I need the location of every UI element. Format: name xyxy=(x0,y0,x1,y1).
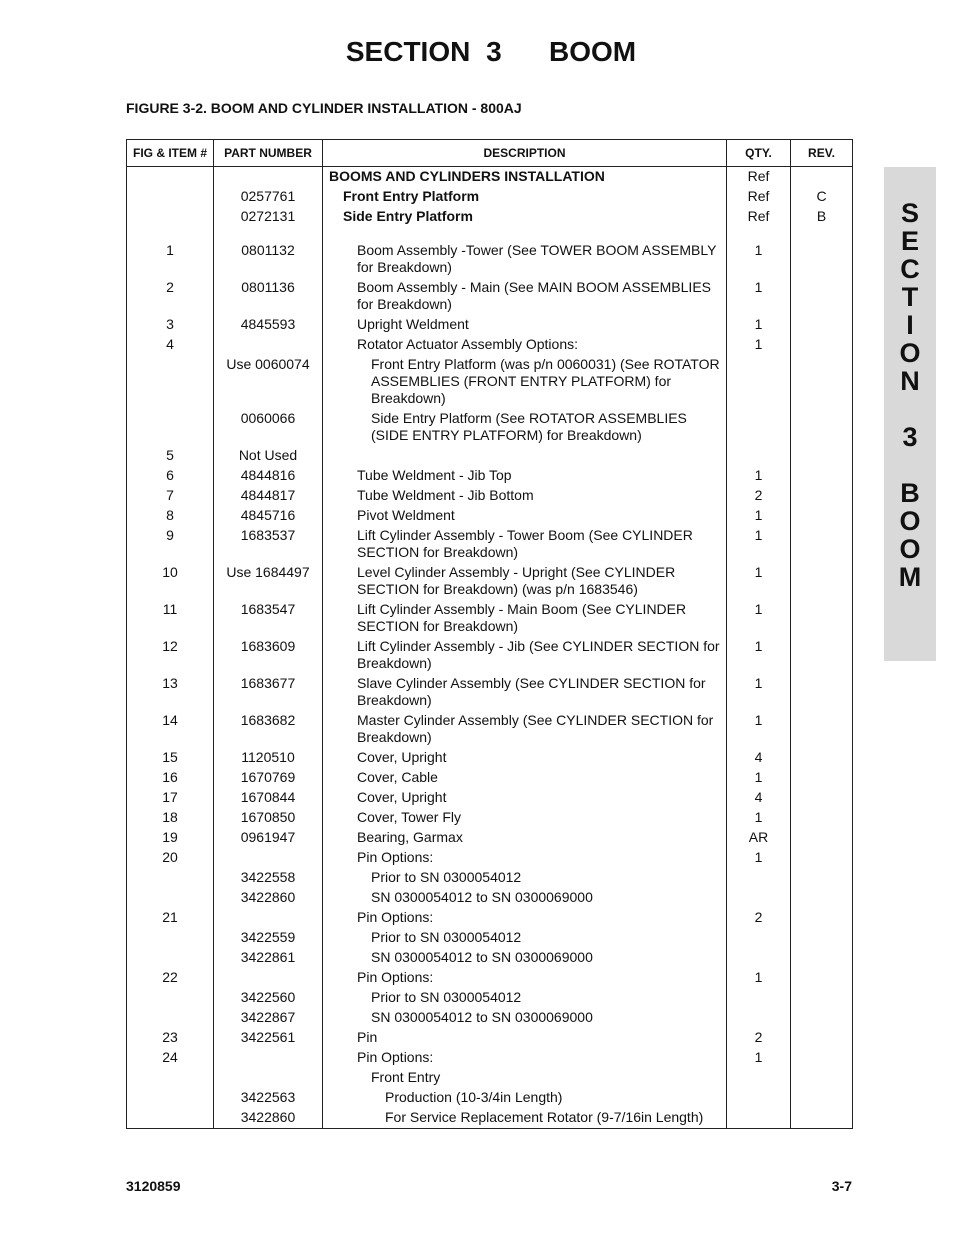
fig-item-cell xyxy=(127,928,214,948)
fig-item-cell xyxy=(127,888,214,908)
description-cell xyxy=(323,968,727,988)
side-tab-letter: S xyxy=(900,198,919,228)
rev-cell xyxy=(791,988,853,1008)
description-text: Cover, Tower Fly xyxy=(357,809,461,825)
rev-cell xyxy=(791,241,853,278)
fig-item-cell xyxy=(127,187,214,207)
table-row xyxy=(127,828,853,848)
fig-item-cell xyxy=(127,1108,214,1129)
qty-cell: 2 xyxy=(727,908,791,928)
figure-title: FIGURE 3-2. BOOM AND CYLINDER INSTALLATION - 800AJ xyxy=(126,100,522,116)
rev-cell xyxy=(791,637,853,674)
description-text: Front Entry xyxy=(371,1069,441,1085)
part-number-cell: Not Used xyxy=(214,446,323,466)
description-text: Pin Options: xyxy=(357,1049,434,1065)
description-cell xyxy=(323,446,727,466)
table-row xyxy=(127,355,853,409)
table-row xyxy=(127,241,853,278)
description-text: Tube Weldment - Jib Top xyxy=(357,467,512,483)
col-header-rev: REV. xyxy=(791,140,853,167)
qty-cell xyxy=(727,928,791,948)
rev-cell xyxy=(791,355,853,409)
qty-cell: Ref xyxy=(727,187,791,207)
part-number-cell: Use 1684497 xyxy=(214,563,323,600)
table-row xyxy=(127,788,853,808)
description-text: Pin Options: xyxy=(357,909,434,925)
table-row xyxy=(127,1008,853,1028)
fig-item-cell xyxy=(127,1008,214,1028)
description-text: Cover, Cable xyxy=(357,769,438,785)
fig-item-cell: 5 xyxy=(127,446,214,466)
col-header-fig-item: FIG & ITEM # xyxy=(127,140,214,167)
qty-cell: Ref xyxy=(727,207,791,227)
description-text: Cover, Upright xyxy=(357,749,447,765)
description-text: Prior to SN 0300054012 xyxy=(371,869,522,885)
description-text: Front Entry Platform xyxy=(343,188,480,204)
rev-cell xyxy=(791,466,853,486)
description-cell xyxy=(323,988,727,1008)
fig-item-cell: 24 xyxy=(127,1048,214,1068)
qty-cell xyxy=(727,1088,791,1108)
description-cell xyxy=(323,1048,727,1068)
fig-item-cell: 16 xyxy=(127,768,214,788)
fig-item-cell: 8 xyxy=(127,506,214,526)
qty-cell: 1 xyxy=(727,768,791,788)
description-cell xyxy=(323,828,727,848)
description-text: Pin xyxy=(357,1029,378,1045)
description-cell xyxy=(323,278,727,315)
rev-cell xyxy=(791,409,853,446)
qty-cell xyxy=(727,446,791,466)
qty-cell xyxy=(727,355,791,409)
doc-number: 3120859 xyxy=(126,1178,181,1194)
table-row xyxy=(127,768,853,788)
part-number-cell: 4844817 xyxy=(214,486,323,506)
rev-cell xyxy=(791,928,853,948)
description-text: Pivot Weldment xyxy=(357,507,455,523)
table-row xyxy=(127,1108,853,1129)
fig-item-cell xyxy=(127,207,214,227)
table-row xyxy=(127,748,853,768)
description-text: BOOMS AND CYLINDERS INSTALLATION xyxy=(329,168,605,184)
part-number-cell: 1683547 xyxy=(214,600,323,637)
table-row xyxy=(127,1028,853,1048)
part-number-cell: 4844816 xyxy=(214,466,323,486)
table-row xyxy=(127,948,853,968)
spacer-cell xyxy=(127,227,214,241)
part-number-cell xyxy=(214,908,323,928)
side-tab-letter: E xyxy=(900,226,919,256)
description-text: Master Cylinder Assembly (See CYLINDER SECTION for Breakdown) xyxy=(357,712,714,745)
part-number-cell: 1683682 xyxy=(214,711,323,748)
qty-cell: Ref xyxy=(727,167,791,188)
qty-cell: 1 xyxy=(727,711,791,748)
fig-item-cell: 4 xyxy=(127,335,214,355)
rev-cell xyxy=(791,788,853,808)
description-cell xyxy=(323,167,727,188)
part-number-cell xyxy=(214,335,323,355)
rev-cell xyxy=(791,167,853,188)
description-cell xyxy=(323,563,727,600)
description-cell xyxy=(323,868,727,888)
fig-item-cell: 22 xyxy=(127,968,214,988)
part-number-cell: 1670844 xyxy=(214,788,323,808)
table-header-row xyxy=(127,140,853,167)
part-number-cell: 4845593 xyxy=(214,315,323,335)
table-row xyxy=(127,1088,853,1108)
part-number-cell xyxy=(214,968,323,988)
description-text: Slave Cylinder Assembly (See CYLINDER SECTION for Breakdown) xyxy=(357,675,706,708)
description-cell xyxy=(323,600,727,637)
description-cell xyxy=(323,788,727,808)
rev-cell xyxy=(791,674,853,711)
col-header-qty: QTY. xyxy=(727,140,791,167)
rev-cell: B xyxy=(791,207,853,227)
table-row xyxy=(127,466,853,486)
table-row xyxy=(127,928,853,948)
table-row xyxy=(127,335,853,355)
spacer-cell xyxy=(727,227,791,241)
qty-cell xyxy=(727,888,791,908)
fig-item-cell: 3 xyxy=(127,315,214,335)
side-tab-letter: I xyxy=(906,310,914,340)
description-cell xyxy=(323,1028,727,1048)
rev-cell xyxy=(791,808,853,828)
description-text: Cover, Upright xyxy=(357,789,447,805)
part-number-cell: 1120510 xyxy=(214,748,323,768)
rev-cell xyxy=(791,1008,853,1028)
fig-item-cell: 14 xyxy=(127,711,214,748)
spacer-cell xyxy=(323,227,727,241)
description-text: Production (10-3/4in Length) xyxy=(385,1089,563,1105)
fig-item-cell: 1 xyxy=(127,241,214,278)
table-row xyxy=(127,409,853,446)
description-text: Boom Assembly - Main (See MAIN BOOM ASSEMBLIES for Breakdown) xyxy=(357,279,711,312)
fig-item-cell: 23 xyxy=(127,1028,214,1048)
fig-item-cell: 21 xyxy=(127,908,214,928)
fig-item-cell xyxy=(127,355,214,409)
fig-item-cell: 10 xyxy=(127,563,214,600)
spacer-cell xyxy=(791,227,853,241)
part-number-cell: 1683609 xyxy=(214,637,323,674)
description-cell xyxy=(323,241,727,278)
description-cell xyxy=(323,637,727,674)
table-row xyxy=(127,868,853,888)
description-text: SN 0300054012 to SN 0300069000 xyxy=(371,1009,593,1025)
qty-cell xyxy=(727,1108,791,1129)
qty-cell: 1 xyxy=(727,808,791,828)
side-tab-letter xyxy=(884,395,936,423)
rev-cell xyxy=(791,828,853,848)
col-header-description: DESCRIPTION xyxy=(323,140,727,167)
rev-cell xyxy=(791,335,853,355)
qty-cell: 1 xyxy=(727,563,791,600)
description-cell xyxy=(323,1088,727,1108)
section-title: SECTION 3 BOOM xyxy=(345,36,637,67)
table-row xyxy=(127,563,853,600)
side-tab-letter: N xyxy=(900,366,920,396)
description-cell xyxy=(323,315,727,335)
qty-cell: 1 xyxy=(727,278,791,315)
part-number-cell: 3422860 xyxy=(214,1108,323,1129)
part-number-cell: 3422559 xyxy=(214,928,323,948)
qty-cell xyxy=(727,1008,791,1028)
description-text: Prior to SN 0300054012 xyxy=(371,989,522,1005)
description-text: Lift Cylinder Assembly - Jib (See CYLINDER SECTION for Breakdown) xyxy=(357,638,720,671)
part-number-cell: 4845716 xyxy=(214,506,323,526)
fig-item-cell: 15 xyxy=(127,748,214,768)
parts-table xyxy=(126,139,853,1129)
table-row xyxy=(127,988,853,1008)
fig-item-cell: 9 xyxy=(127,526,214,563)
qty-cell: 2 xyxy=(727,1028,791,1048)
description-cell xyxy=(323,848,727,868)
side-tab-letter: B xyxy=(900,478,920,508)
rev-cell xyxy=(791,600,853,637)
part-number-cell: 0961947 xyxy=(214,828,323,848)
table-row xyxy=(127,207,853,227)
rev-cell xyxy=(791,711,853,748)
table-row xyxy=(127,278,853,315)
rev-cell xyxy=(791,768,853,788)
description-text: Side Entry Platform xyxy=(343,208,473,224)
qty-cell: AR xyxy=(727,828,791,848)
description-cell xyxy=(323,711,727,748)
description-text: Bearing, Garmax xyxy=(357,829,463,845)
description-cell xyxy=(323,506,727,526)
description-text: Side Entry Platform (See ROTATOR ASSEMBLIES (SIDE ENTRY PLATFORM) for Breakdown) xyxy=(371,410,687,443)
description-text: Upright Weldment xyxy=(357,316,469,332)
fig-item-cell: 2 xyxy=(127,278,214,315)
side-tab-letter: 3 xyxy=(902,422,918,452)
table-row xyxy=(127,1068,853,1088)
fig-item-cell: 20 xyxy=(127,848,214,868)
description-text: Level Cylinder Assembly - Upright (See CYLINDER SECTION for Breakdown) (was p/n 1683546) xyxy=(357,564,676,597)
fig-item-cell: 11 xyxy=(127,600,214,637)
description-cell xyxy=(323,526,727,563)
rev-cell xyxy=(791,868,853,888)
description-text: Tube Weldment - Jib Bottom xyxy=(357,487,534,503)
description-cell xyxy=(323,908,727,928)
qty-cell xyxy=(727,1068,791,1088)
qty-cell: 1 xyxy=(727,335,791,355)
rev-cell xyxy=(791,748,853,768)
table-row xyxy=(127,486,853,506)
fig-item-cell xyxy=(127,167,214,188)
qty-cell: 1 xyxy=(727,526,791,563)
table-row xyxy=(127,711,853,748)
description-cell xyxy=(323,187,727,207)
qty-cell xyxy=(727,988,791,1008)
part-number-cell xyxy=(214,1068,323,1088)
qty-cell: 1 xyxy=(727,637,791,674)
rev-cell xyxy=(791,948,853,968)
description-text: SN 0300054012 to SN 0300069000 xyxy=(371,889,593,905)
description-text: Pin Options: xyxy=(357,969,434,985)
part-number-cell: 3422561 xyxy=(214,1028,323,1048)
parts-table-body xyxy=(127,167,853,1129)
table-row xyxy=(127,167,853,188)
part-number-cell: 1670850 xyxy=(214,808,323,828)
table-row xyxy=(127,674,853,711)
part-number-cell: 3422867 xyxy=(214,1008,323,1028)
part-number-cell xyxy=(214,848,323,868)
rev-cell xyxy=(791,278,853,315)
fig-item-cell: 17 xyxy=(127,788,214,808)
description-cell xyxy=(323,409,727,446)
part-number-cell: 3422560 xyxy=(214,988,323,1008)
side-tab-letter: O xyxy=(899,506,921,536)
qty-cell: 1 xyxy=(727,848,791,868)
table-row xyxy=(127,600,853,637)
description-text: Lift Cylinder Assembly - Tower Boom (See CYLINDER SECTION for Breakdown) xyxy=(357,527,693,560)
part-number-cell: Use 0060074 xyxy=(214,355,323,409)
side-tab-letter: O xyxy=(899,534,921,564)
side-tab-letter: T xyxy=(901,282,919,312)
section-side-tab xyxy=(884,167,936,661)
qty-cell: 1 xyxy=(727,506,791,526)
rev-cell xyxy=(791,526,853,563)
table-row xyxy=(127,637,853,674)
table-row xyxy=(127,808,853,828)
rev-cell xyxy=(791,848,853,868)
part-number-cell: 3422558 xyxy=(214,868,323,888)
qty-cell: 1 xyxy=(727,674,791,711)
description-text: Pin Options: xyxy=(357,849,434,865)
description-cell xyxy=(323,355,727,409)
rev-cell xyxy=(791,908,853,928)
part-number-cell: 3422563 xyxy=(214,1088,323,1108)
rev-cell xyxy=(791,1028,853,1048)
table-row xyxy=(127,526,853,563)
description-cell xyxy=(323,207,727,227)
description-cell xyxy=(323,1108,727,1129)
description-cell xyxy=(323,808,727,828)
fig-item-cell xyxy=(127,409,214,446)
part-number-cell xyxy=(214,167,323,188)
description-text: Lift Cylinder Assembly - Main Boom (See CYLINDER SECTION for Breakdown) xyxy=(357,601,687,634)
description-cell xyxy=(323,1008,727,1028)
part-number-cell: 3422861 xyxy=(214,948,323,968)
fig-item-cell xyxy=(127,948,214,968)
description-text: For Service Replacement Rotator (9-7/16in Length) xyxy=(385,1109,704,1125)
page-number: 3-7 xyxy=(831,1178,852,1194)
qty-cell: 1 xyxy=(727,315,791,335)
description-cell xyxy=(323,674,727,711)
rev-cell xyxy=(791,968,853,988)
rev-cell xyxy=(791,315,853,335)
rev-cell xyxy=(791,1108,853,1129)
side-tab-letter: C xyxy=(900,254,920,284)
side-tab-padding xyxy=(884,167,936,199)
rev-cell xyxy=(791,1048,853,1068)
side-tab-letter xyxy=(884,451,936,479)
qty-cell xyxy=(727,409,791,446)
rev-cell xyxy=(791,446,853,466)
table-row xyxy=(127,506,853,526)
rev-cell: C xyxy=(791,187,853,207)
description-cell xyxy=(323,486,727,506)
part-number-cell: 0801132 xyxy=(214,241,323,278)
rev-cell xyxy=(791,563,853,600)
qty-cell: 2 xyxy=(727,486,791,506)
fig-item-cell: 18 xyxy=(127,808,214,828)
fig-item-cell: 6 xyxy=(127,466,214,486)
fig-item-cell: 19 xyxy=(127,828,214,848)
qty-cell: 1 xyxy=(727,241,791,278)
part-number-cell: 0801136 xyxy=(214,278,323,315)
qty-cell: 4 xyxy=(727,748,791,768)
description-cell xyxy=(323,768,727,788)
rev-cell xyxy=(791,1068,853,1088)
qty-cell: 4 xyxy=(727,788,791,808)
qty-cell xyxy=(727,948,791,968)
description-cell xyxy=(323,466,727,486)
table-row xyxy=(127,446,853,466)
description-cell xyxy=(323,335,727,355)
table-row xyxy=(127,848,853,868)
description-text: Rotator Actuator Assembly Options: xyxy=(357,336,578,352)
table-row xyxy=(127,1048,853,1068)
part-number-cell: 0060066 xyxy=(214,409,323,446)
qty-cell: 1 xyxy=(727,600,791,637)
qty-cell xyxy=(727,868,791,888)
part-number-cell: 1670769 xyxy=(214,768,323,788)
spacer-cell xyxy=(214,227,323,241)
description-text: Front Entry Platform (was p/n 0060031) (See ROTATOR ASSEMBLIES (FRONT ENTRY PLATFORM) for Breakdown) xyxy=(371,356,720,406)
description-cell xyxy=(323,888,727,908)
table-spacer-row xyxy=(127,227,853,241)
table-row xyxy=(127,908,853,928)
fig-item-cell xyxy=(127,1068,214,1088)
description-text: Boom Assembly -Tower (See TOWER BOOM ASSEMBLY for Breakdown) xyxy=(357,242,717,275)
part-number-cell: 1683537 xyxy=(214,526,323,563)
description-cell xyxy=(323,748,727,768)
side-tab-letter: O xyxy=(899,338,921,368)
table-row xyxy=(127,968,853,988)
rev-cell xyxy=(791,1088,853,1108)
table-row xyxy=(127,888,853,908)
description-cell xyxy=(323,948,727,968)
part-number-cell: 0272131 xyxy=(214,207,323,227)
table-row xyxy=(127,315,853,335)
fig-item-cell: 13 xyxy=(127,674,214,711)
part-number-cell: 1683677 xyxy=(214,674,323,711)
side-tab-letter: M xyxy=(898,562,922,592)
fig-item-cell: 12 xyxy=(127,637,214,674)
description-cell xyxy=(323,928,727,948)
fig-item-cell xyxy=(127,868,214,888)
description-text: SN 0300054012 to SN 0300069000 xyxy=(371,949,593,965)
fig-item-cell: 7 xyxy=(127,486,214,506)
qty-cell: 1 xyxy=(727,466,791,486)
description-text: Prior to SN 0300054012 xyxy=(371,929,522,945)
fig-item-cell xyxy=(127,988,214,1008)
part-number-cell xyxy=(214,1048,323,1068)
qty-cell: 1 xyxy=(727,1048,791,1068)
rev-cell xyxy=(791,486,853,506)
part-number-cell: 3422860 xyxy=(214,888,323,908)
qty-cell: 1 xyxy=(727,968,791,988)
fig-item-cell xyxy=(127,1088,214,1108)
table-row xyxy=(127,187,853,207)
rev-cell xyxy=(791,506,853,526)
rev-cell xyxy=(791,888,853,908)
part-number-cell: 0257761 xyxy=(214,187,323,207)
description-cell xyxy=(323,1068,727,1088)
col-header-part-number: PART NUMBER xyxy=(214,140,323,167)
